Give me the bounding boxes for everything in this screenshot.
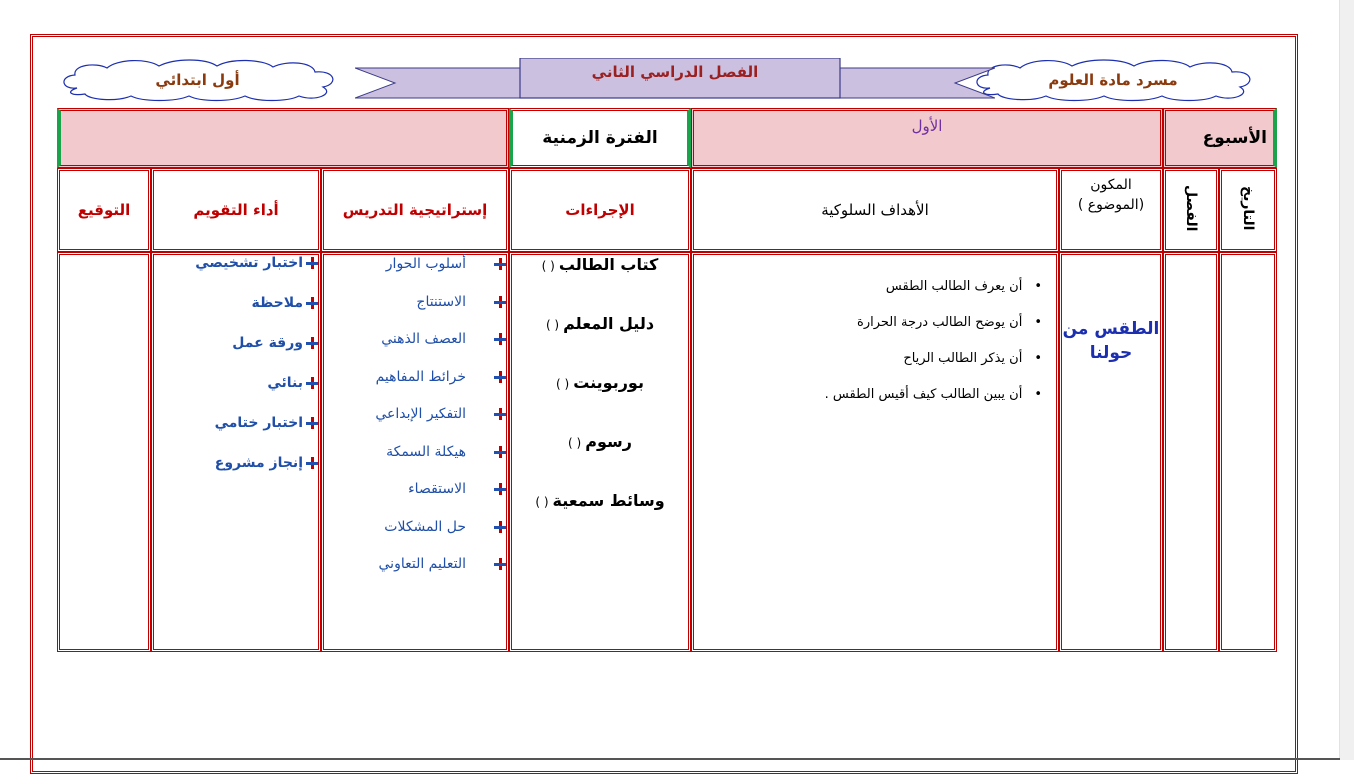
period-label: الفترة الزمنية — [509, 108, 691, 168]
plus-bullet-icon — [306, 417, 318, 429]
plus-bullet-icon — [306, 257, 318, 269]
plus-bullet-icon — [306, 377, 318, 389]
strategy-item: التفكير الإبداعي — [324, 405, 506, 423]
plus-bullet-icon — [306, 337, 318, 349]
lesson-plan-table — [57, 108, 1277, 652]
class-cell — [1163, 252, 1219, 652]
column-header-row — [57, 168, 1277, 252]
objectives-cell — [691, 252, 1059, 652]
strategy-item: الاستقصاء — [324, 480, 506, 498]
grade-title: أول ابتدائي — [155, 71, 240, 89]
week-row — [57, 108, 1277, 168]
semester-ribbon — [355, 58, 995, 106]
objective-item: • أن يوضح الطالب درجة الحرارة — [694, 315, 1042, 330]
procedure-item: دليل المعلم( ) — [545, 314, 655, 333]
plus-bullet-icon — [306, 297, 318, 309]
plus-bullet-icon — [494, 483, 506, 495]
evaluation-item: اختبار ختامي — [154, 415, 318, 431]
topic-line-2: حولنا — [1089, 343, 1133, 363]
week-label: الأسبوع — [1163, 108, 1277, 168]
plus-bullet-icon — [494, 333, 506, 345]
evaluation-item: بنائي — [154, 375, 318, 391]
evaluation-item: ورقة عمل — [154, 335, 318, 351]
plus-bullet-icon — [494, 446, 506, 458]
grade-cloud — [55, 58, 340, 102]
date-cell — [1219, 252, 1277, 652]
plus-bullet-icon — [494, 371, 506, 383]
content-row — [57, 252, 1277, 652]
strategies-cell — [321, 252, 509, 652]
objectives-header: الأهداف السلوكية — [691, 168, 1059, 252]
strategies-header: إستراتيجية التدريس — [321, 168, 509, 252]
strategy-item: التعليم التعاوني — [324, 555, 506, 573]
subject-title: مسرد مادة العلوم — [1048, 71, 1178, 89]
header-strip — [35, 56, 1295, 106]
component-label: المكون — [1090, 177, 1132, 193]
week-value: الأول — [691, 108, 1163, 168]
objective-item: • أن يبين الطالب كيف أقيس الطقس . — [694, 387, 1042, 402]
evaluation-item: اختبار تشخيصي — [154, 255, 318, 271]
topic-cell — [1059, 252, 1163, 652]
evaluation-item: ملاحظة — [154, 295, 318, 311]
strategy-item: حل المشكلات — [324, 518, 506, 536]
signature-cell — [57, 252, 151, 652]
topic-line-1: الطقس من — [1062, 319, 1160, 339]
signature-header: التوقيع — [57, 168, 151, 252]
evaluation-item: إنجاز مشروع — [154, 455, 318, 471]
procedure-item: كتاب الطالب( ) — [541, 255, 659, 274]
objective-item: • أن يذكر الطالب الرياح — [694, 351, 1042, 366]
date-header: التاريخ — [1219, 168, 1277, 252]
strategy-item: الاستنتاج — [324, 293, 506, 311]
class-header: الفصل — [1163, 168, 1219, 252]
procedures-header: الإجراءات — [509, 168, 691, 252]
plus-bullet-icon — [494, 558, 506, 570]
plus-bullet-icon — [494, 296, 506, 308]
vertical-scrollbar[interactable] — [1339, 0, 1354, 760]
plus-bullet-icon — [494, 258, 506, 270]
plus-bullet-icon — [494, 521, 506, 533]
procedure-item: وسائط سمعية( ) — [535, 491, 665, 510]
procedures-cell — [509, 252, 691, 652]
strategy-item: العصف الذهني — [324, 330, 506, 348]
objectives-list — [694, 255, 1056, 402]
strategy-item: أسلوب الحوار — [324, 255, 506, 273]
component-sub-label: (الموضوع ) — [1077, 197, 1145, 213]
objective-item: • أن يعرف الطالب الطقس — [694, 279, 1042, 294]
procedure-item: بوربوينت( ) — [556, 373, 644, 392]
evaluation-cell — [151, 252, 321, 652]
period-value — [57, 108, 509, 168]
subject-cloud — [968, 58, 1258, 102]
plus-bullet-icon — [494, 408, 506, 420]
strategy-item: هيكلة السمكة — [324, 443, 506, 461]
component-header — [1059, 168, 1163, 252]
strategy-item: خرائط المفاهيم — [324, 368, 506, 386]
plus-bullet-icon — [306, 457, 318, 469]
procedure-item: رسوم( ) — [568, 432, 632, 451]
semester-title: الفصل الدراسي الثاني — [591, 63, 759, 81]
evaluation-header: أداء التقويم — [151, 168, 321, 252]
